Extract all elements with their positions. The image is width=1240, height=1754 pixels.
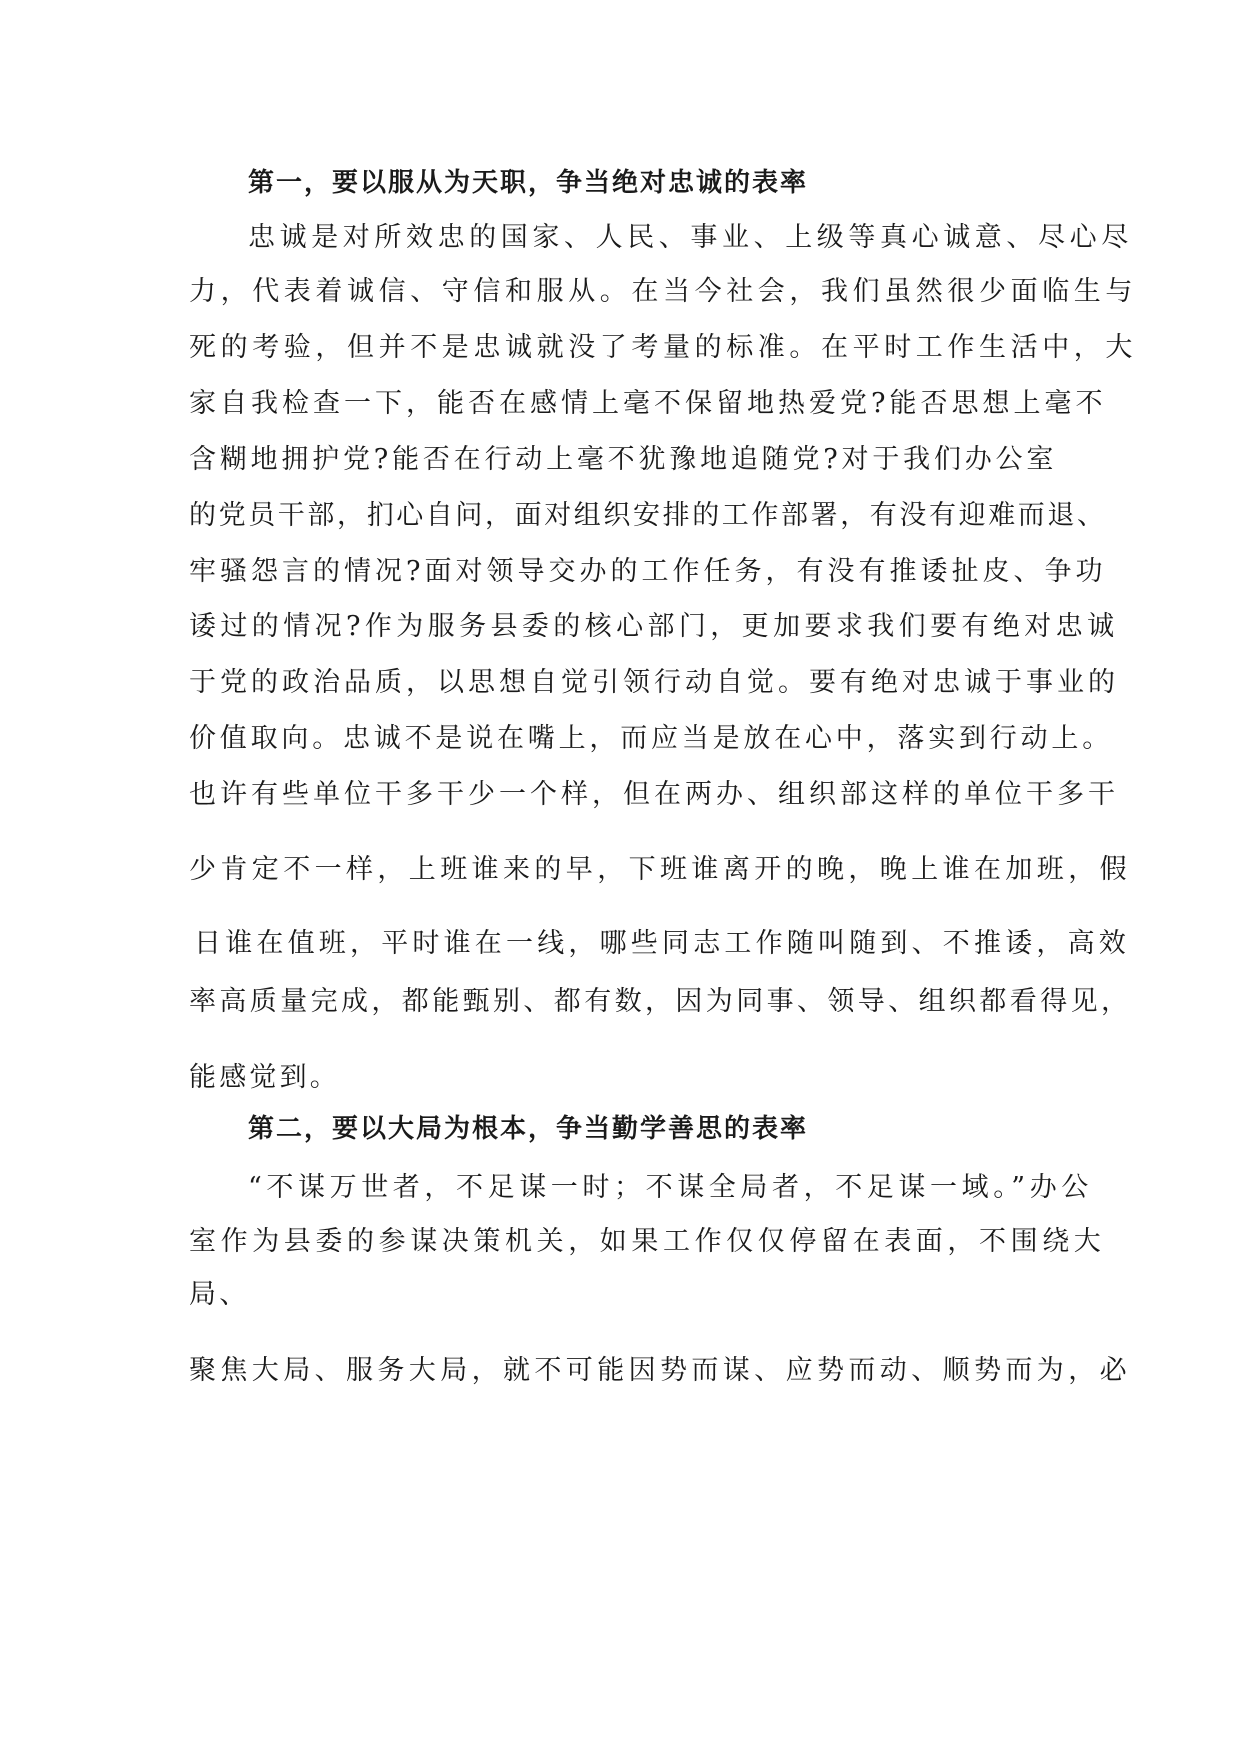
section-heading-1: 第一，要以服从为天职，争当绝对忠诚的表率 <box>248 168 809 198</box>
paragraph-line: 的党员干部，扪心自问，面对组织安排的工作部署，有没有迎难而退、 <box>189 500 1107 531</box>
paragraph-line: 室作为县委的参谋决策机关，如果工作仅仅停留在表面，不围绕大 <box>189 1226 1106 1257</box>
paragraph-line: 家自我检查一下，能否在感情上毫不保留地热爱党?能否思想上毫不 <box>189 388 1107 419</box>
paragraph-line: 能感觉到。 <box>189 1062 340 1093</box>
paragraph-line: 少肯定不一样，上班谁来的早，下班谁离开的晚，晚上谁在加班，假 <box>189 854 1131 885</box>
paragraph-line: 力，代表着诚信、守信和服从。在当今社会，我们虽然很少面临生与 <box>189 276 1137 307</box>
paragraph-line: 聚焦大局、服务大局，就不可能因势而谋、应势而动、顺势而为，必 <box>189 1355 1131 1386</box>
paragraph-line: 含糊地拥护党?能否在行动上毫不犹豫地追随党?对于我们办公室 <box>189 444 1058 475</box>
paragraph-line: 忠诚是对所效忠的国家、人民、事业、上级等真心诚意、尽心尽 <box>248 222 1133 253</box>
paragraph-line: 于党的政治品质，以思想自觉引领行动自觉。要有绝对忠诚于事业的 <box>189 667 1119 698</box>
paragraph-line: 死的考验，但并不是忠诚就没了考量的标准。在平时工作生活中，大 <box>189 332 1137 363</box>
paragraph-line: 牢骚怨言的情况?面对领导交办的工作任务，有没有推诿扯皮、争功 <box>189 556 1107 587</box>
paragraph-line: 率高质量完成，都能甄别、都有数，因为同事、领导、组织都看得见， <box>189 986 1132 1017</box>
section-heading-2: 第二，要以大局为根本，争当勤学善思的表率 <box>248 1114 809 1144</box>
paragraph-line: 诿过的情况?作为服务县委的核心部门，更加要求我们要有绝对忠诚 <box>189 611 1119 642</box>
paragraph-line: 日谁在值班，平时谁在一线，哪些同志工作随叫随到、不推诿，高效 <box>194 928 1130 959</box>
paragraph-line: 价值取向。忠诚不是说在嘴上，而应当是放在心中，落实到行动上。 <box>189 723 1113 754</box>
paragraph-line: 也许有些单位干多干少一个样，但在两办、组织部这样的单位干多干 <box>189 779 1119 810</box>
paragraph-line: “不谋万世者，不足谋一时；不谋全局者，不足谋一域。”办公 <box>248 1172 1093 1203</box>
paragraph-line: 局、 <box>189 1279 250 1310</box>
